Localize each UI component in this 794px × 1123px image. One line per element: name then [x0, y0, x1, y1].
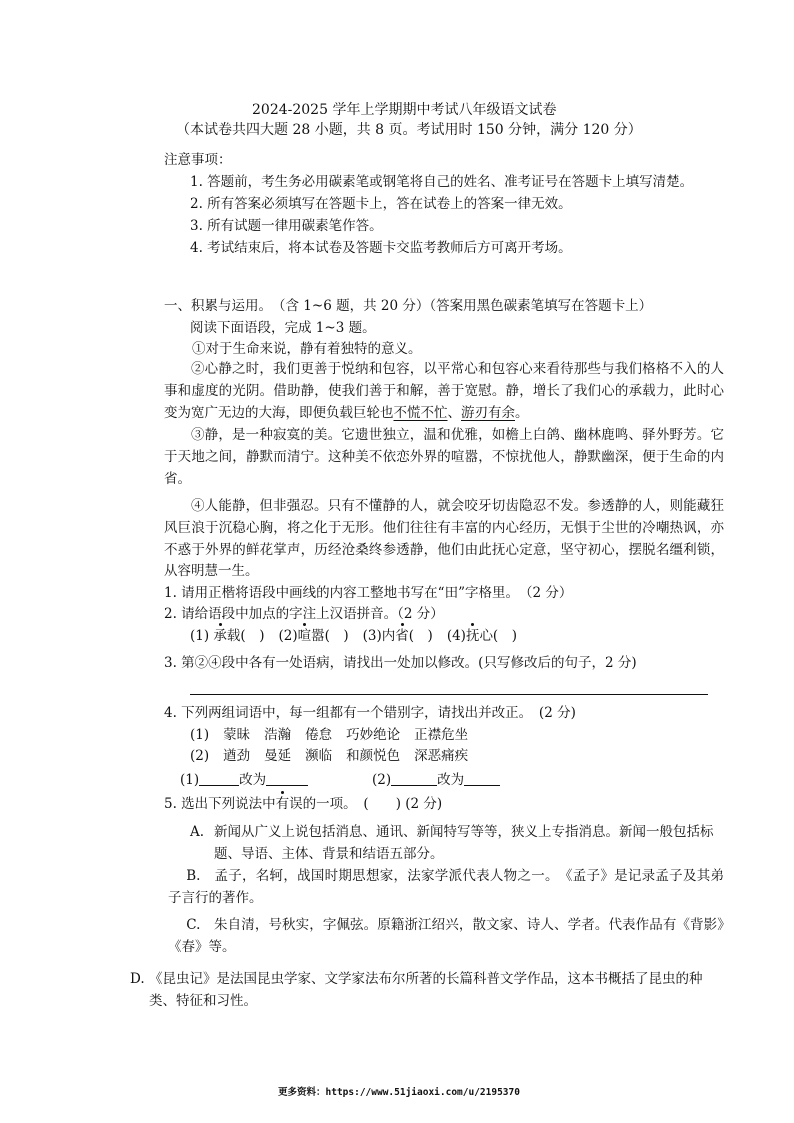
- question-4-group-2: [190, 746, 468, 766]
- q5-text-end: 误的一项。 ( ) (2 分): [289, 796, 443, 812]
- q2-item-4-rest: 心( ): [479, 628, 517, 644]
- question-3: 3. 第②④段中各有一处语病，请找出一处加以修改。(只写修改后的句子，2 分): [164, 655, 637, 671]
- notice-item-4: 4. 考试结束后，将本试卷及答题卡交监考教师后方可离开考场。: [190, 240, 572, 256]
- notice-heading: 注意事项：: [164, 152, 232, 168]
- passage-paragraph-1: ①对于生命来说，静有着独特的意义。: [192, 341, 422, 357]
- footer-resource-link[interactable]: 更多资料：https://www.51jiaoxi.com/u/2195370: [278, 1087, 520, 1098]
- q4-fill-1-label: (1): [180, 772, 200, 788]
- q5-dotted-char: 有: [275, 796, 290, 812]
- q2-item-3-rest: ( ): [408, 628, 433, 644]
- word: 浩瀚: [264, 727, 292, 743]
- paragraph-2-text: ②心静之时，我们更善于悦纳和包容，以平常心和包容心来看待那些与我们格格不入的人事和虚度的光阴。借助静，使我们善于和解，善于宽慰。静，增长了我们心的承载力，此时心变为宽广无边的大海，即便负载巨轮也: [164, 361, 724, 421]
- passage-paragraph-4: ④人能静，但非强忍。只有不懂静的人，就会咬牙切齿隐忍不发。参透静的人，则能藏狂风巨浪于沉稳心胸，将之化于无形。他们往往有丰富的内心经历，无惧于尘世的冷嘲热讽，亦不惑于外界的鲜花掌声，历经沧桑终参透静，他们由此抚心定意，坚守初心，摆脱名缰利锁，从容明慧一生。: [164, 498, 724, 580]
- underlined-phrase-2: 游刃有余: [461, 404, 515, 421]
- word: 和颜悦色: [346, 748, 401, 764]
- word: 倦怠: [305, 727, 333, 743]
- underlined-phrase-1: 不慌不忙: [393, 404, 448, 421]
- notice-item-2: 2. 所有答案必须填写在答题卡上，答在试卷上的答案一律无效。: [190, 196, 572, 212]
- q5-text-start: 5. 选出下列说法中: [164, 796, 276, 812]
- question-4-fill-1: [180, 770, 308, 790]
- passage-paragraph-3: ③静，是一种寂寞的美。它遗世独立，温和优雅，如檐上白鸽、幽林鹿鸣、驿外野芳。它于天地之间，静默而清宁。这种美不依恋外界的喧嚣，不惊扰他人，静默幽深，便于生命的内省。: [164, 427, 724, 487]
- q4-fill-1-correct-blank[interactable]: [266, 771, 308, 786]
- q2-item-3-label: (3)内: [362, 628, 396, 644]
- q4-group-2-label: (2): [190, 748, 210, 764]
- word: 濒临: [305, 748, 333, 764]
- q2-item-3-dotted-char: 省: [395, 628, 409, 644]
- word: 曼延: [264, 748, 292, 764]
- exam-title: 2024-2025 学年上学期期中考试八年级语文试卷: [252, 102, 557, 118]
- q4-fill-2-change-to: 改为: [437, 772, 465, 788]
- word: 遒劲: [223, 748, 251, 764]
- notice-item-1: 1. 答题前，考生务必用碳素笔或钢笔将自己的姓名、准考证号在答题卡上填写清楚。: [190, 174, 694, 190]
- section1-heading: 一、积累与运用。 （含 1~6 题，共 20 分）（答案用黑色碳素笔填写在答题卡上）: [164, 298, 653, 314]
- q2-item-4-dotted-char: 抚: [465, 628, 480, 644]
- q2-item-1-label: (1): [190, 628, 214, 644]
- q2-item-2-dotted-char: 喧: [297, 628, 312, 644]
- q2-item-2-label: (2): [278, 628, 298, 644]
- question-2-items: [190, 626, 517, 646]
- q4-group-1-label: (1): [190, 727, 210, 743]
- q4-fill-2-label: (2): [372, 772, 392, 788]
- exam-subtitle: （本试卷共四大题 28 小题，共 8 页。考试用时 150 分钟，满分 120 分）: [176, 122, 642, 138]
- word: 正襟危坐: [414, 727, 469, 743]
- question-1: 1. 请用正楷将语段中画线的内容工整地书写在“田”字格里。 （2 分）: [164, 585, 573, 601]
- passage-paragraph-2: [164, 359, 724, 424]
- word: 巧妙绝论: [346, 727, 401, 743]
- q2-item-1-rest: 载( ): [226, 628, 265, 644]
- question-5: [164, 794, 442, 814]
- q4-fill-2-wrong-blank[interactable]: [391, 771, 437, 786]
- option-c: C. 朱自清，号秋实，字佩弦。原籍浙江绍兴，散文家、诗人、学者。代表作品有《背影》《春》等。: [168, 917, 724, 955]
- question-4: 4. 下列两组词语中，每一组都有一个错别字，请找出并改正。 (2 分): [164, 705, 576, 721]
- question-4-group-1: [190, 725, 468, 745]
- q2-item-4-label: (4): [446, 628, 466, 644]
- q2-item-1-dotted-char: 承: [213, 628, 227, 644]
- option-b: B. 孟子，名轲，战国时期思想家，法家学派代表人物之一。 《孟子》是记录孟子及其弟子言行的著作。: [168, 868, 724, 906]
- notice-item-3: 3. 所有试题一律用碳素笔作答。: [190, 218, 383, 234]
- option-d-text: 《昆虫记》是法国昆虫学家、文学家法布尔所著的长篇科普文学作品，这本书概括了昆虫的种类、特征和习性。: [149, 971, 703, 1009]
- paragraph-2-separator: 、: [447, 404, 461, 421]
- q2-item-2-rest: 嚣( ): [311, 628, 349, 644]
- section1-instruction: 阅读下面语段，完成 1~3 题。: [190, 320, 376, 336]
- question-3-answer-line[interactable]: [190, 694, 708, 695]
- word: 蒙昧: [223, 727, 251, 743]
- option-a-label: A.: [190, 824, 205, 840]
- q4-fill-1-wrong-blank[interactable]: [199, 771, 239, 786]
- question-2: 2. 请给语段中加点的字注上汉语拼音。（2 分）: [164, 606, 444, 622]
- option-d-label: D.: [130, 971, 145, 987]
- question-4-fill-2: [372, 770, 500, 790]
- paragraph-2-end: 。: [515, 404, 529, 421]
- q4-fill-2-correct-blank[interactable]: [464, 771, 500, 786]
- word: 深恶痛疾: [414, 748, 469, 764]
- q4-fill-1-change-to: 改为: [239, 772, 267, 788]
- option-a-text: 新闻从广义上说包括消息、通讯、新闻特写等等，狭义上专指消息。新闻一般包括标题、导语、主体、背景和结语五部分。: [214, 824, 714, 862]
